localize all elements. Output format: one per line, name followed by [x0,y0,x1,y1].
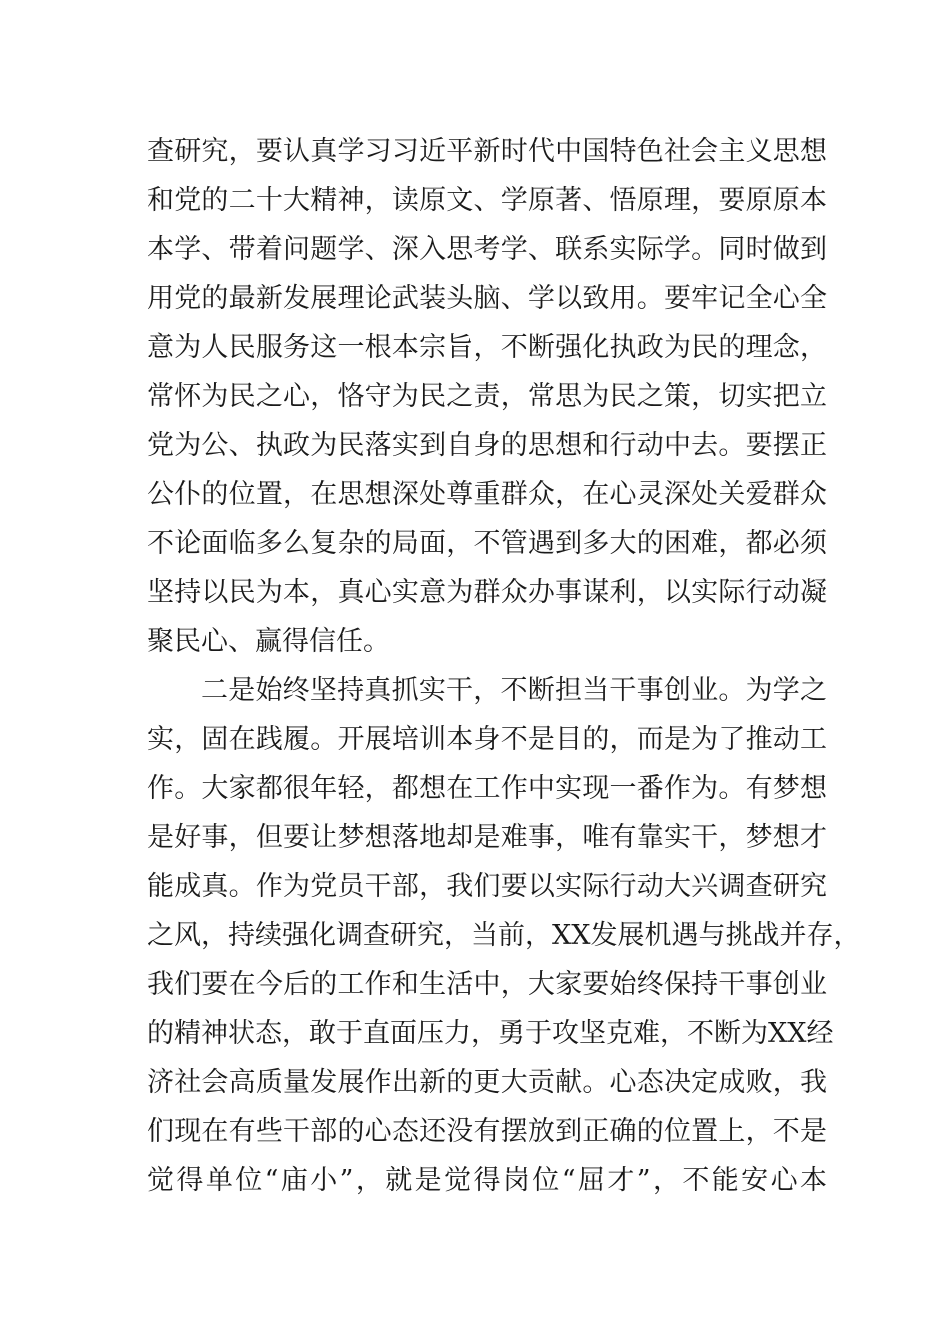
text-line: 常怀为民之心，恪守为民之责，常思为民之策，切实把立 [147,381,827,412]
text-line: 们现在有些干部的心态还没有摆放到正确的位置上，不是 [147,1116,827,1147]
paragraph-first-line: 二是始终坚持真抓实干，不断担当干事创业。为学之 [201,675,827,706]
text-line: 觉得单位“庙小”，就是觉得岗位“屈才”，不能安心本 [147,1165,827,1196]
text-line: 不论面临多么复杂的局面，不管遇到多大的困难，都必须 [147,528,827,559]
text-line: 公仆的位置，在思想深处尊重群众，在心灵深处关爱群众 [147,479,827,510]
text-line: 的精神状态，敢于直面压力，勇于攻坚克难，不断为XX经 [147,1018,834,1049]
text-line: 查研究，要认真学习习近平新时代中国特色社会主义思想 [147,136,827,167]
text-line: 实，固在践履。开展培训本身不是目的，而是为了推动工 [147,724,827,755]
text-line: 济社会高质量发展作出新的更大贡献。心态决定成败，我 [147,1067,827,1098]
paragraph-end-line: 聚民心、赢得信任。 [147,626,390,657]
text-line: 作。大家都很年轻，都想在工作中实现一番作为。有梦想 [147,773,827,804]
text-line: 是好事，但要让梦想落地却是难事，唯有靠实干，梦想才 [147,822,827,853]
text-line: 和党的二十大精神，读原文、学原著、悟原理，要原原本 [147,185,827,216]
text-line: 本学、带着问题学、深入思考学、联系实际学。同时做到 [147,234,827,265]
text-line: 之风，持续强化调查研究，当前，XX发展机遇与挑战并存， [147,920,861,951]
text-line: 意为人民服务这一根本宗旨，不断强化执政为民的理念， [147,332,827,363]
text-line: 我们要在今后的工作和生活中，大家要始终保持干事创业 [147,969,827,1000]
text-line: 能成真。作为党员干部，我们要以实际行动大兴调查研究 [147,871,827,902]
text-line: 坚持以民为本，真心实意为群众办事谋利，以实际行动凝 [147,577,827,608]
text-line: 党为公、执政为民落实到自身的思想和行动中去。要摆正 [147,430,827,461]
text-line: 用党的最新发展理论武装头脑、学以致用。要牢记全心全 [147,283,827,314]
